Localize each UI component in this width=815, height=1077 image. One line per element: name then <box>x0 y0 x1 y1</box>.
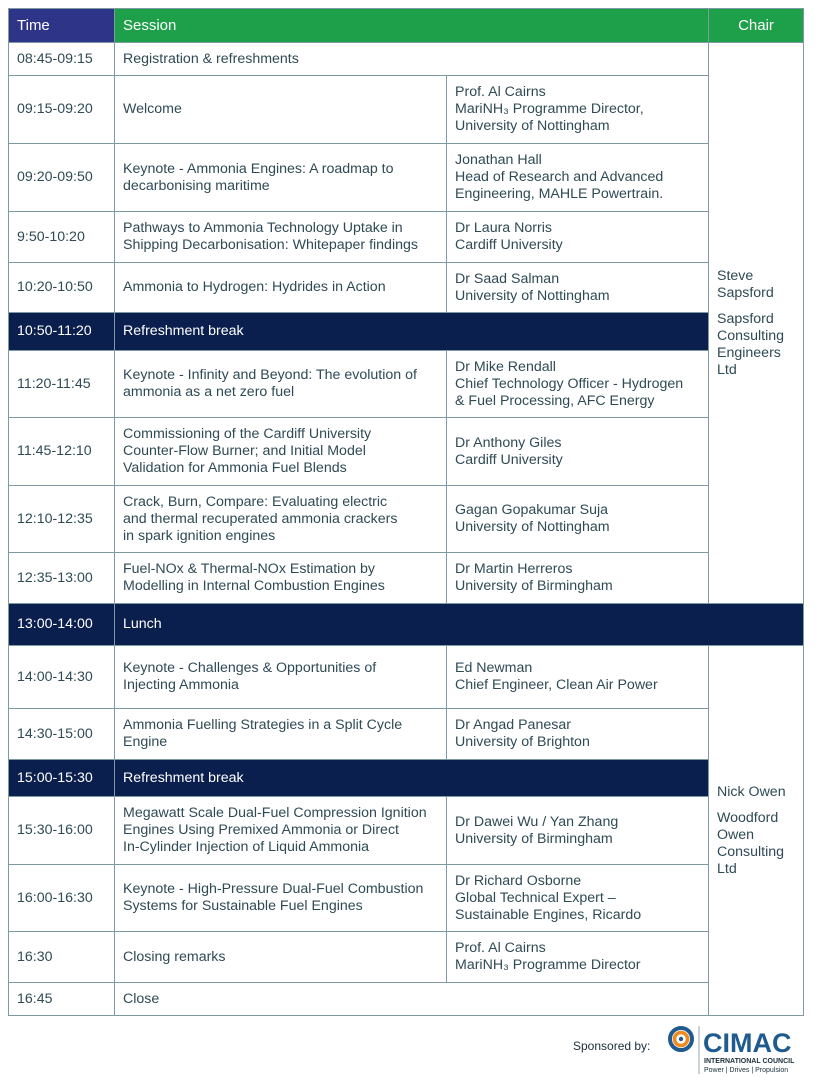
session-line: Crack, Burn, Compare: Evaluating electric <box>123 493 388 510</box>
speaker-cell <box>447 418 709 486</box>
speaker-cell <box>447 351 709 418</box>
table-row <box>9 709 804 760</box>
session-line: decarbonising maritime <box>123 177 270 194</box>
chair-cell-2 <box>709 646 804 1016</box>
speaker-line: University of Brighton <box>455 734 590 750</box>
session-cell: Lunch <box>115 604 804 646</box>
speaker-cell <box>447 486 709 553</box>
time-cell: 12:10-12:35 <box>9 486 115 553</box>
chair-organisation: Woodford Owen Consulting Ltd <box>717 809 785 877</box>
speaker-line: Global Technical Expert – <box>455 889 616 906</box>
session-cell <box>115 351 447 418</box>
session-cell: Registration & refreshments <box>115 43 709 76</box>
time-cell: 9:50-10:20 <box>9 212 115 263</box>
table-row <box>9 797 804 865</box>
cimac-logo <box>666 1024 806 1076</box>
chair-cell-1 <box>709 43 804 604</box>
speaker-line: Sustainable Engines, Ricardo <box>455 906 642 923</box>
speaker-line: Dr Mike Rendall <box>455 358 556 375</box>
session-line: Keynote - Ammonia Engines: A roadmap to <box>123 160 394 177</box>
session-cell <box>115 709 447 760</box>
cimac-wordmark: CIMAC <box>703 1028 792 1058</box>
time-cell: 09:15-09:20 <box>9 76 115 144</box>
time-cell: 16:00-16:30 <box>9 865 115 932</box>
session-line: In-Cylinder Injection of Liquid Ammonia <box>123 839 370 855</box>
session-line: Commissioning of the Cardiff University <box>123 426 372 442</box>
speaker-cell <box>447 646 709 709</box>
session-line: Shipping Decarbonisation: Whitepaper findings <box>123 237 418 253</box>
session-cell <box>115 212 447 263</box>
session-line: Injecting Ammonia <box>123 677 239 693</box>
speaker-line: Dr Martin Herreros <box>455 561 573 577</box>
time-cell: 11:45-12:10 <box>9 418 115 486</box>
table-row <box>9 76 804 144</box>
session-cell <box>115 418 447 486</box>
session-line: Validation for Ammonia Fuel Blends <box>123 460 347 476</box>
session-line: Systems for Sustainable Fuel Engines <box>123 898 363 914</box>
session-cell <box>115 553 447 604</box>
table-row <box>9 263 804 313</box>
session-cell: Close <box>115 983 709 1016</box>
table-row <box>9 212 804 263</box>
cimac-subtitle: INTERNATIONAL COUNCIL <box>704 1058 795 1065</box>
chair-name: Steve Sapsford <box>717 267 774 301</box>
time-cell: 14:30-15:00 <box>9 709 115 760</box>
speaker-line: Dr Dawei Wu / Yan Zhang <box>455 813 619 830</box>
chair-organisation: Sapsford Consulting Engineers Ltd <box>717 310 785 378</box>
time-cell: 14:00-14:30 <box>9 646 115 709</box>
session-line: Engine <box>123 734 168 750</box>
speaker-line: Ed Newman <box>455 660 533 676</box>
session-line: Megawatt Scale Dual-Fuel Compression Ignition <box>123 805 427 821</box>
session-line: Keynote - High-Pressure Dual-Fuel Combustion <box>123 881 424 897</box>
session-line: ammonia as a net zero fuel <box>123 384 295 400</box>
table-row <box>9 486 804 553</box>
time-cell: 08:45-09:15 <box>9 43 115 76</box>
table-header-row <box>9 9 804 43</box>
speaker-line: Dr Saad Salman <box>455 270 560 287</box>
cimac-tagline: Power | Drives | Propulsion <box>704 1067 789 1074</box>
session-line: Ammonia Fuelling Strategies in a Split Cycle <box>123 717 403 733</box>
speaker-line: Jonathan Hall <box>455 152 542 168</box>
session-line: Pathways to Ammonia Technology Uptake in <box>123 220 403 236</box>
break-row <box>9 760 804 797</box>
speaker-line: Prof. Al Cairns <box>455 84 546 100</box>
speaker-cell <box>447 797 709 865</box>
speaker-line: Chief Engineer, Clean Air Power <box>455 677 658 693</box>
speaker-line: MariNH₃ Programme Director, <box>455 101 644 117</box>
speaker-line: Engineering, MAHLE Powertrain. <box>455 186 664 202</box>
break-row <box>9 313 804 351</box>
table-row <box>9 553 804 604</box>
speaker-line: Prof. Al Cairns <box>455 940 546 956</box>
speaker-cell <box>447 212 709 263</box>
session-cell <box>115 865 447 932</box>
speaker-line: & Fuel Processing, AFC Energy <box>455 392 655 409</box>
speaker-line: University of Nottingham <box>455 118 610 134</box>
sponsored-by-label: Sponsored by: <box>573 1039 651 1053</box>
time-cell: 15:30-16:00 <box>9 797 115 865</box>
table-row <box>9 418 804 486</box>
time-cell: 10:20-10:50 <box>9 263 115 313</box>
session-line: Engines Using Premixed Ammonia or Direct <box>123 822 399 838</box>
speaker-line: Dr Anthony Giles <box>455 434 562 451</box>
speaker-cell <box>447 709 709 760</box>
time-cell: 16:30 <box>9 932 115 983</box>
speaker-line: University of Birmingham <box>455 830 613 847</box>
session-line: Counter-Flow Burner; and Initial Model <box>123 443 366 459</box>
table-row <box>9 43 804 76</box>
session-cell: Closing remarks <box>115 932 447 983</box>
session-line: Keynote - Challenges & Opportunities of <box>123 660 377 676</box>
speaker-line: Cardiff University <box>455 451 563 468</box>
table-row <box>9 646 804 709</box>
time-cell: 13:00-14:00 <box>9 604 115 646</box>
session-line: Modelling in Internal Combustion Engines <box>123 578 385 594</box>
speaker-line: University of Nottingham <box>455 519 610 535</box>
session-cell <box>115 144 447 212</box>
speaker-cell <box>447 144 709 212</box>
session-cell: Refreshment break <box>115 313 709 351</box>
time-cell: 15:00-15:30 <box>9 760 115 797</box>
chair-header: Chair <box>709 9 804 43</box>
chair-name: Nick Owen <box>717 783 786 800</box>
speaker-line: Gagan Gopakumar Suja <box>455 502 609 518</box>
speaker-line: Head of Research and Advanced <box>455 169 664 185</box>
speaker-line: University of Nottingham <box>455 287 610 304</box>
speaker-line: Chief Technology Officer - Hydrogen <box>455 375 684 392</box>
speaker-line: University of Birmingham <box>455 578 613 594</box>
speaker-line: MariNH₃ Programme Director <box>455 957 641 973</box>
speaker-cell <box>447 553 709 604</box>
speaker-cell <box>447 932 709 983</box>
session-line: Keynote - Infinity and Beyond: The evolution of <box>123 367 417 383</box>
time-cell: 12:35-13:00 <box>9 553 115 604</box>
speaker-line: Dr Richard Osborne <box>455 872 582 889</box>
break-row <box>9 604 804 646</box>
speaker-cell <box>447 76 709 144</box>
session-cell <box>115 646 447 709</box>
time-header: Time <box>9 9 115 43</box>
session-header: Session <box>115 9 709 43</box>
table-row <box>9 932 804 983</box>
session-line: in spark ignition engines <box>123 527 276 544</box>
speaker-line: Dr Angad Panesar <box>455 717 571 733</box>
session-cell: Ammonia to Hydrogen: Hydrides in Action <box>115 263 447 313</box>
speaker-cell <box>447 263 709 313</box>
table-row <box>9 865 804 932</box>
speaker-line: Cardiff University <box>455 237 563 253</box>
session-cell: Refreshment break <box>115 760 709 797</box>
session-line: and thermal recuperated ammonia crackers <box>123 510 398 527</box>
table-row <box>9 351 804 418</box>
time-cell: 11:20-11:45 <box>9 351 115 418</box>
session-line: Fuel-NOx & Thermal-NOx Estimation by <box>123 561 376 577</box>
table-row <box>9 144 804 212</box>
time-cell: 10:50-11:20 <box>9 313 115 351</box>
time-cell: 16:45 <box>9 983 115 1016</box>
time-cell: 09:20-09:50 <box>9 144 115 212</box>
table-row <box>9 983 804 1016</box>
agenda-table <box>8 8 804 1016</box>
speaker-line: Dr Laura Norris <box>455 220 552 236</box>
cimac-emblem-icon <box>670 1028 692 1050</box>
speaker-cell <box>447 865 709 932</box>
session-cell: Welcome <box>115 76 447 144</box>
session-cell <box>115 486 447 553</box>
session-cell <box>115 797 447 865</box>
